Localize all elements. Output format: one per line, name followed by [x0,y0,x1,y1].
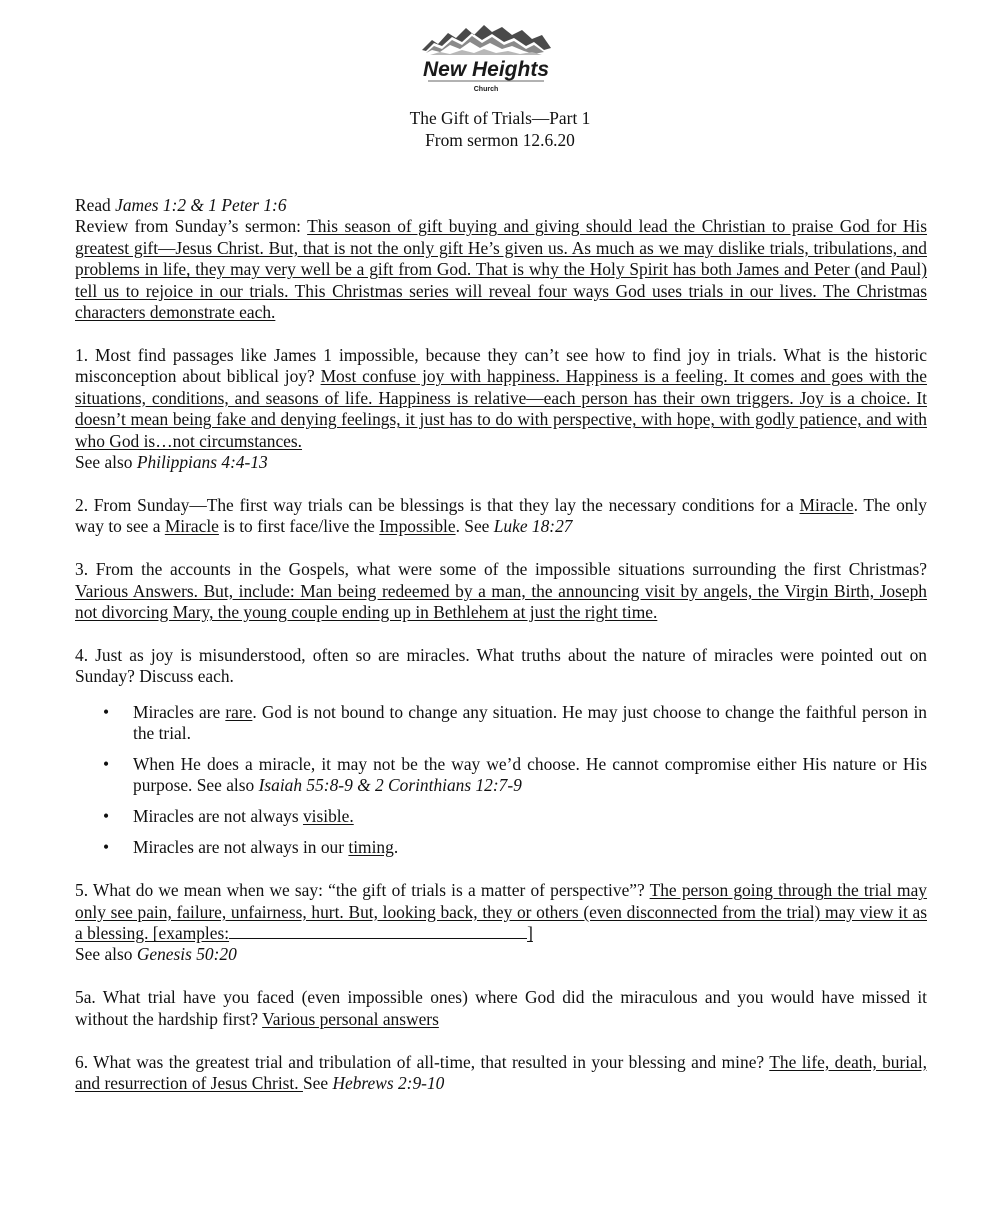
question-5a-answer: Various personal answers [262,1008,439,1029]
bullet-3-text: Miracles are not always [133,806,303,827]
question-5-see-also [75,944,927,965]
bullet-1-text-2: . God is not bound to change any situation. He may just choose to change the faithful person in the trial. [133,701,927,744]
question-1-answer: Most confuse joy with happiness. Happiness is a feeling. It comes and goes with the situations, conditions, and seasons of life. Happiness is relative—each person has their own triggers. Joy is a choice. It doesn’t mean being fake and denying feelings, it just has to do with perspective, with hope, with godly patience, and with who God is…not circumstances. [75,366,927,451]
miracle-truths-list [75,702,927,859]
question-6-reference: Hebrews 2:9-10 [332,1073,445,1093]
question-3-answer: Various Answers. But, include: Man being redeemed by a man, the announcing visit by angels, the Virgin Birth, Joseph not divorcing Mary, the young couple ending up in Bethlehem at just the right time. [75,580,927,622]
list-item [75,754,927,797]
page-subtitle: From sermon 12.6.20 [425,129,575,150]
page-header [0,108,1000,151]
question-2-text-2: . The only way to see a [75,494,928,537]
question-6-text: 6. What was the greatest trial and tribulation of all-time, that resulted in your blessing and mine? [75,1051,770,1072]
bullet-icon: • [103,837,110,858]
question-4: 4. Just as joy is misunderstood, often so are miracles. What truths about the nature of miracles were pointed out on Sunday? Discuss each. [75,644,927,687]
bullet-4-text-2: . [393,837,399,858]
question-5-text: 5. What do we mean when we say: “the gift of trials is a matter of perspective”? [75,880,650,901]
bullet-2-text: When He does a miracle, it may not be the way we’d choose. He cannot compromise either His nature or His purpose. See also [133,754,927,796]
page-title: The Gift of Trials—Part 1 [409,108,591,128]
bullet-icon: • [103,806,110,827]
logo-sub: Church [473,86,499,93]
see-also-reference: Genesis 50:20 [136,944,237,965]
list-item [75,837,927,858]
question-3-text: 3. From the accounts in the Gospels, what were some of the impossible situations surrounding the first Christmas? [75,559,927,580]
review-paragraph [75,216,927,323]
question-2 [75,495,927,538]
bullet-1-answer: rare [225,701,253,722]
question-5-answer-text: The person going through the trial may only see pain, failure, unfairness, hurt. But, looking back, they or others (even disconnected from the trial) may view it as a blessing. [examples: [75,880,927,943]
mountains-logo-icon [418,24,554,100]
church-logo [418,24,554,100]
list-item [75,702,927,745]
question-1 [75,345,927,452]
logo-name: New Heights [422,58,550,81]
question-2-text-3: is to first face/live the [218,516,380,537]
question-1-see-also [75,452,927,473]
question-3 [75,559,927,623]
bullet-4-text: Miracles are not always in our [133,837,349,858]
see-label: See [302,1073,333,1093]
question-5a-text: 5a. What trial have you faced (even impossible ones) where God did the miraculous and you would have missed it without the hardship first? [75,987,927,1029]
study-content [75,195,927,1094]
question-2-text-4: . See [455,516,494,537]
see-also-reference: Philippians 4:4-13 [136,451,268,472]
question-2-reference: Luke 18:27 [493,516,573,537]
question-2-answer-2: Miracle [164,516,219,537]
read-line [75,195,927,216]
question-6-answer: The life, death, burial, and resurrection of Jesus Christ. [75,1051,927,1093]
bullet-icon: • [103,701,110,722]
bullet-4-answer: timing [348,837,394,858]
list-item [75,806,927,827]
examples-blank [229,924,527,939]
question-5-answer-close: ] [527,922,533,943]
bullet-2-reference: Isaiah 55:8-9 & 2 Corinthians 12:7-9 [258,775,522,796]
question-5a [75,987,927,1030]
see-also-label: See also [75,451,137,472]
read-reference: James 1:2 & 1 Peter 1:6 [115,195,287,215]
see-also-label: See also [75,944,137,965]
question-1-text: 1. Most find passages like James 1 impossible, because they can’t see how to find joy in trials. What is the historic misconception about biblical joy? [75,344,927,387]
question-6 [75,1052,927,1095]
question-2-text: 2. From Sunday—The first way trials can be blessings is that they lay the necessary conditions for a [75,494,800,515]
bullet-icon: • [103,754,110,775]
read-label: Read [75,195,116,215]
bullet-1-text: Miracles are [133,701,226,722]
question-5 [75,880,927,944]
question-2-answer-1: Miracle [799,494,854,515]
question-2-answer-3: Impossible [379,516,456,537]
review-label: Review from Sunday’s sermon: [75,216,308,237]
bullet-3-answer: visible. [302,806,354,827]
review-answer: This season of gift buying and giving should lead the Christian to praise God for His greatest gift—Jesus Christ. But, that is not the only gift He’s given us. As much as we may dislike trials, tribulations, and problems in life, they may very well be a gift from God. That is why the Holy Spirit has both James and Peter (and Paul) tell us to rejoice in our trials. This Christmas series will reveal four ways God uses trials in our lives. The Christmas characters demonstrate each. [75,216,927,323]
